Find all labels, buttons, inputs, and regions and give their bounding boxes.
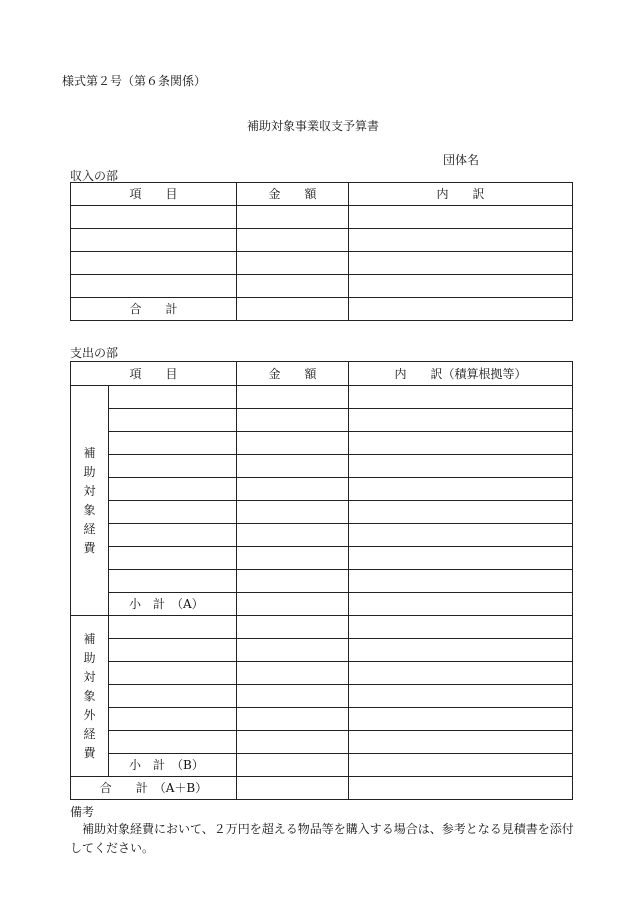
- expense-detail-cell[interactable]: [349, 478, 573, 501]
- non-subsidized-expense-label-char: 費: [83, 746, 96, 760]
- expense-item-cell[interactable]: [109, 685, 237, 708]
- income-detail-cell[interactable]: [349, 206, 573, 229]
- subtotal-b-label: 小 計 （B）: [109, 754, 237, 777]
- expense-header-amount: 金 額: [237, 362, 349, 386]
- expense-detail-cell[interactable]: [349, 570, 573, 593]
- non-subsidized-expense-label-char: 外: [83, 708, 96, 722]
- income-table: [70, 182, 573, 321]
- expense-header-detail: 内 訳（積算根拠等）: [349, 362, 573, 386]
- expense-amount-cell[interactable]: [237, 662, 349, 685]
- income-amount-cell[interactable]: [237, 206, 349, 229]
- subsidized-expense-label-char: 助: [83, 465, 96, 479]
- expense-amount-cell[interactable]: [237, 685, 349, 708]
- expense-amount-cell[interactable]: [237, 432, 349, 455]
- expense-item-cell[interactable]: [109, 432, 237, 455]
- expense-detail-cell[interactable]: [349, 685, 573, 708]
- non-subsidized-expense-label-char: 補: [83, 632, 96, 646]
- expense-amount-cell[interactable]: [237, 731, 349, 754]
- non-subsidized-expense-label-char: 助: [83, 651, 96, 665]
- expense-amount-cell[interactable]: [237, 386, 349, 409]
- table-row: [71, 229, 573, 252]
- subtotal-a-label: 小 計 （A）: [109, 593, 237, 616]
- expense-item-cell[interactable]: [109, 731, 237, 754]
- income-amount-cell[interactable]: [237, 229, 349, 252]
- expense-detail-cell[interactable]: [349, 524, 573, 547]
- income-total-amount[interactable]: [237, 298, 349, 321]
- income-total-detail[interactable]: [349, 298, 573, 321]
- expense-detail-cell[interactable]: [349, 547, 573, 570]
- expense-detail-cell[interactable]: [349, 639, 573, 662]
- expense-item-cell[interactable]: [109, 547, 237, 570]
- expense-detail-cell[interactable]: [349, 731, 573, 754]
- income-detail-cell[interactable]: [349, 275, 573, 298]
- expense-item-cell[interactable]: [109, 524, 237, 547]
- subsidized-expense-label-char: 経: [83, 522, 96, 536]
- subsidized-expense-label-char: 象: [83, 503, 96, 517]
- expense-amount-cell[interactable]: [237, 455, 349, 478]
- subsidized-expense-label-char: 対: [83, 484, 96, 498]
- grand-total-amount[interactable]: [237, 777, 349, 800]
- expense-amount-cell[interactable]: [237, 616, 349, 639]
- expense-amount-cell[interactable]: [237, 524, 349, 547]
- income-header-amount: 金 額: [237, 183, 349, 206]
- subtotal-b-detail[interactable]: [349, 754, 573, 777]
- expense-detail-cell[interactable]: [349, 386, 573, 409]
- expense-detail-cell[interactable]: [349, 432, 573, 455]
- expense-detail-cell[interactable]: [349, 662, 573, 685]
- income-header-detail: 内 訳: [349, 183, 573, 206]
- non-subsidized-expense-group-label: [71, 616, 109, 777]
- expense-detail-cell[interactable]: [349, 501, 573, 524]
- table-row: [71, 206, 573, 229]
- income-item-cell[interactable]: [71, 252, 237, 275]
- income-item-cell[interactable]: [71, 229, 237, 252]
- income-item-cell[interactable]: [71, 275, 237, 298]
- expense-table: [70, 361, 573, 800]
- expense-amount-cell[interactable]: [237, 547, 349, 570]
- subtotal-b-amount[interactable]: [237, 754, 349, 777]
- expense-item-cell[interactable]: [109, 455, 237, 478]
- income-section-label: 収入の部: [70, 169, 119, 183]
- grand-total-detail[interactable]: [349, 777, 573, 800]
- expense-amount-cell[interactable]: [237, 478, 349, 501]
- expense-item-cell[interactable]: [109, 639, 237, 662]
- subsidized-expense-group-label: [71, 386, 109, 616]
- expense-item-cell[interactable]: [109, 662, 237, 685]
- expense-amount-cell[interactable]: [237, 708, 349, 731]
- non-subsidized-expense-label-char: 象: [83, 689, 96, 703]
- expense-item-cell[interactable]: [109, 708, 237, 731]
- form-number: 様式第２号（第６条関係）: [62, 74, 207, 88]
- expense-header-item: 項 目: [71, 362, 237, 386]
- expense-item-cell[interactable]: [109, 386, 237, 409]
- expense-detail-cell[interactable]: [349, 708, 573, 731]
- expense-amount-cell[interactable]: [237, 570, 349, 593]
- non-subsidized-expense-label-char: 対: [83, 670, 96, 684]
- income-amount-cell[interactable]: [237, 275, 349, 298]
- expense-item-cell[interactable]: [109, 616, 237, 639]
- subtotal-a-detail[interactable]: [349, 593, 573, 616]
- income-total-label: 合 計: [71, 298, 237, 321]
- subsidized-expense-label-char: 補: [83, 446, 96, 460]
- expense-item-cell[interactable]: [109, 409, 237, 432]
- page-title: 補助対象事業収支予算書: [247, 119, 380, 133]
- subtotal-a-amount[interactable]: [237, 593, 349, 616]
- table-row: [71, 252, 573, 275]
- grand-total-label: 合 計 （A＋B）: [71, 777, 237, 800]
- expense-item-cell[interactable]: [109, 570, 237, 593]
- expense-item-cell[interactable]: [109, 501, 237, 524]
- income-header-item: 項 目: [71, 183, 237, 206]
- expense-amount-cell[interactable]: [237, 409, 349, 432]
- expense-item-cell[interactable]: [109, 478, 237, 501]
- expense-detail-cell[interactable]: [349, 409, 573, 432]
- expense-detail-cell[interactable]: [349, 616, 573, 639]
- expense-amount-cell[interactable]: [237, 639, 349, 662]
- organization-label: 団体名: [443, 153, 480, 167]
- income-item-cell[interactable]: [71, 206, 237, 229]
- expense-detail-cell[interactable]: [349, 455, 573, 478]
- table-row: [71, 275, 573, 298]
- remarks-body: 補助対象経費において、２万円を超える物品等を購入する場合は、参考となる見積書を添付してください。: [70, 822, 574, 855]
- subsidized-expense-label-char: 費: [83, 541, 96, 555]
- income-detail-cell[interactable]: [349, 252, 573, 275]
- non-subsidized-expense-label-char: 経: [83, 727, 96, 741]
- expense-section-label: 支出の部: [70, 346, 119, 360]
- income-detail-cell[interactable]: [349, 229, 573, 252]
- income-amount-cell[interactable]: [237, 252, 349, 275]
- remarks-label: 備考: [70, 805, 95, 819]
- expense-amount-cell[interactable]: [237, 501, 349, 524]
